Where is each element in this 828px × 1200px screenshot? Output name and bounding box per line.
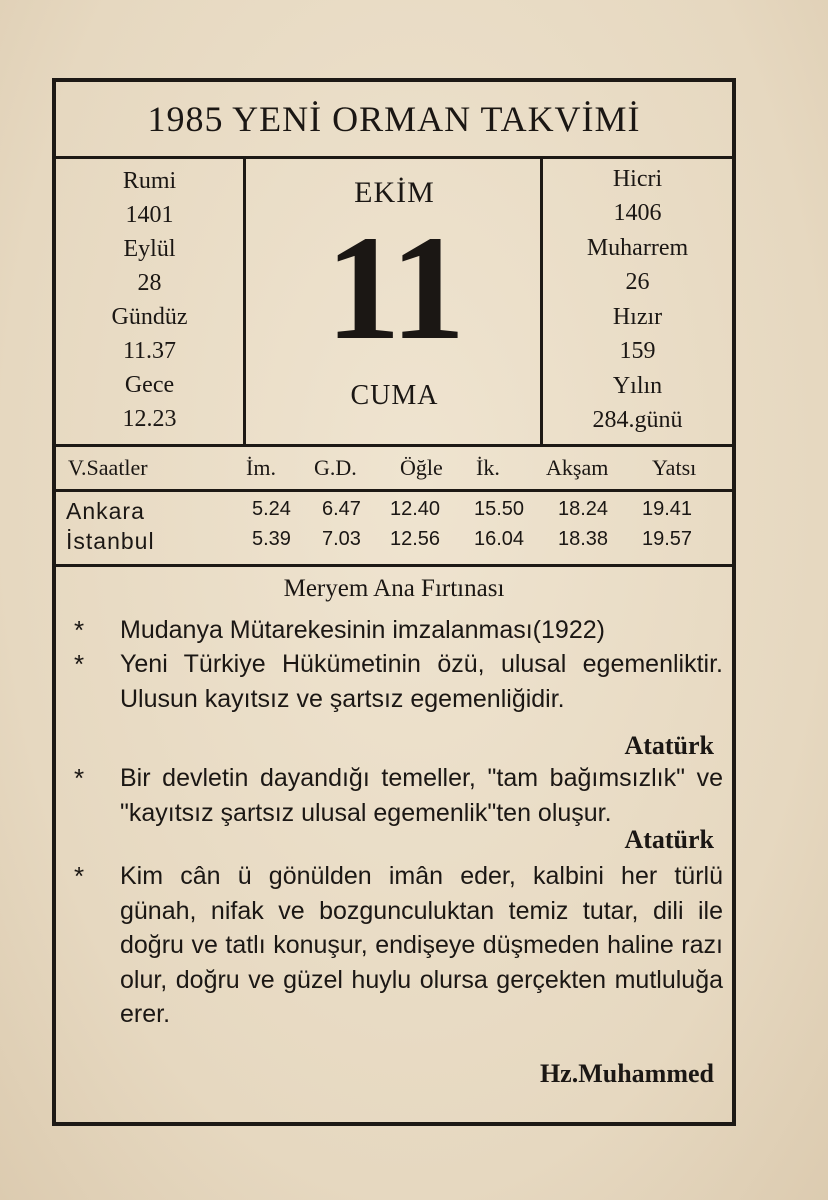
yatsi-header: Yatsı xyxy=(652,455,697,480)
aksam-header: Akşam xyxy=(546,455,609,480)
city-name: Ankara xyxy=(66,498,145,524)
prayer-times-table xyxy=(56,492,732,567)
gunes-header: G.D. xyxy=(314,455,357,480)
night-label: Gece xyxy=(124,371,175,398)
hicri-day: 26 xyxy=(625,269,650,296)
hicri-month: Muharrem xyxy=(586,234,689,261)
time-cell: 6.47 xyxy=(322,498,361,520)
bullet-star-icon: * xyxy=(74,615,85,645)
note-attribution: Hz.Muhammed xyxy=(539,1059,714,1088)
time-cell: 16.04 xyxy=(474,528,525,550)
date-section xyxy=(56,156,732,447)
time-cell: 5.39 xyxy=(252,528,291,550)
bullet-star-icon: * xyxy=(74,649,85,679)
daytime-label: Gündüz xyxy=(111,303,188,330)
note-item xyxy=(74,613,723,648)
prayer-times-label: V.Saatler xyxy=(68,455,148,480)
notes-section xyxy=(56,567,732,1122)
weekday-name: CUMA xyxy=(350,380,439,411)
note-attribution: Atatürk xyxy=(624,825,714,854)
night-length: 12.23 xyxy=(122,405,177,432)
rumi-month: Eylül xyxy=(123,235,176,262)
time-cell: 12.40 xyxy=(390,498,441,520)
rumi-column xyxy=(56,156,246,444)
table-row xyxy=(56,498,732,528)
prayer-times-header xyxy=(56,447,732,492)
ogle-header: Öğle xyxy=(400,455,443,480)
month-name: EKİM xyxy=(354,176,435,209)
date-center xyxy=(249,156,540,444)
hizir-label: Hızır xyxy=(612,303,663,330)
time-cell: 19.41 xyxy=(642,498,693,520)
note-item xyxy=(74,859,723,1032)
table-row xyxy=(56,528,732,558)
time-cell: 12.56 xyxy=(390,528,441,550)
note-text: Yeni Türkiye Hükümetinin özü, ulusal egemenliktir. Ulusun kayıtsız ve şartsız egemenliğidir. xyxy=(120,650,723,713)
ikindi-header: İk. xyxy=(476,455,500,480)
year-day-value: 284.günü xyxy=(592,407,683,434)
hizir-value: 159 xyxy=(619,338,656,365)
hicri-column xyxy=(540,156,732,444)
bullet-star-icon: * xyxy=(74,861,85,891)
time-cell: 18.38 xyxy=(558,528,609,550)
note-item xyxy=(74,647,723,716)
city-name: İstanbul xyxy=(66,528,155,554)
note-attribution: Atatürk xyxy=(624,731,714,760)
note-item xyxy=(74,761,723,830)
note-text: Kim cân ü gönülden imân eder, kalbini her türlü günah, nifak ve bozgunculuktan temiz tutar, dili ile doğru ve tatlı konuşur, endişeye düşmeden haline razı olur, doğru ve güzel huylu olursa gerçekten mutluluğa erer. xyxy=(120,862,723,1028)
time-cell: 7.03 xyxy=(322,528,361,550)
hicri-year: 1406 xyxy=(613,200,662,227)
time-cell: 5.24 xyxy=(252,498,291,520)
daytime-length: 11.37 xyxy=(122,337,177,364)
hicri-label: Hicri xyxy=(612,165,663,192)
time-cell: 18.24 xyxy=(558,498,609,520)
rumi-year: 1401 xyxy=(125,201,174,228)
imsak-header: İm. xyxy=(246,455,276,480)
note-text: Mudanya Mütarekesinin imzalanması(1922) xyxy=(120,616,605,644)
day-number: 11 xyxy=(325,205,464,371)
calendar-leaf xyxy=(52,78,736,1126)
calendar-title: 1985 YENİ ORMAN TAKVİMİ xyxy=(56,82,732,159)
year-day-label: Yılın xyxy=(612,372,663,399)
bullet-star-icon: * xyxy=(74,763,85,793)
event-title: Meryem Ana Fırtınası xyxy=(283,575,505,602)
time-cell: 15.50 xyxy=(474,498,525,520)
rumi-label: Rumi xyxy=(122,167,177,194)
rumi-day: 28 xyxy=(137,269,162,296)
note-text: Bir devletin dayandığı temeller, "tam bağımsızlık" ve "kayıtsız şartsız ulusal egemenlik"ten oluşur. xyxy=(120,764,723,827)
time-cell: 19.57 xyxy=(642,528,693,550)
